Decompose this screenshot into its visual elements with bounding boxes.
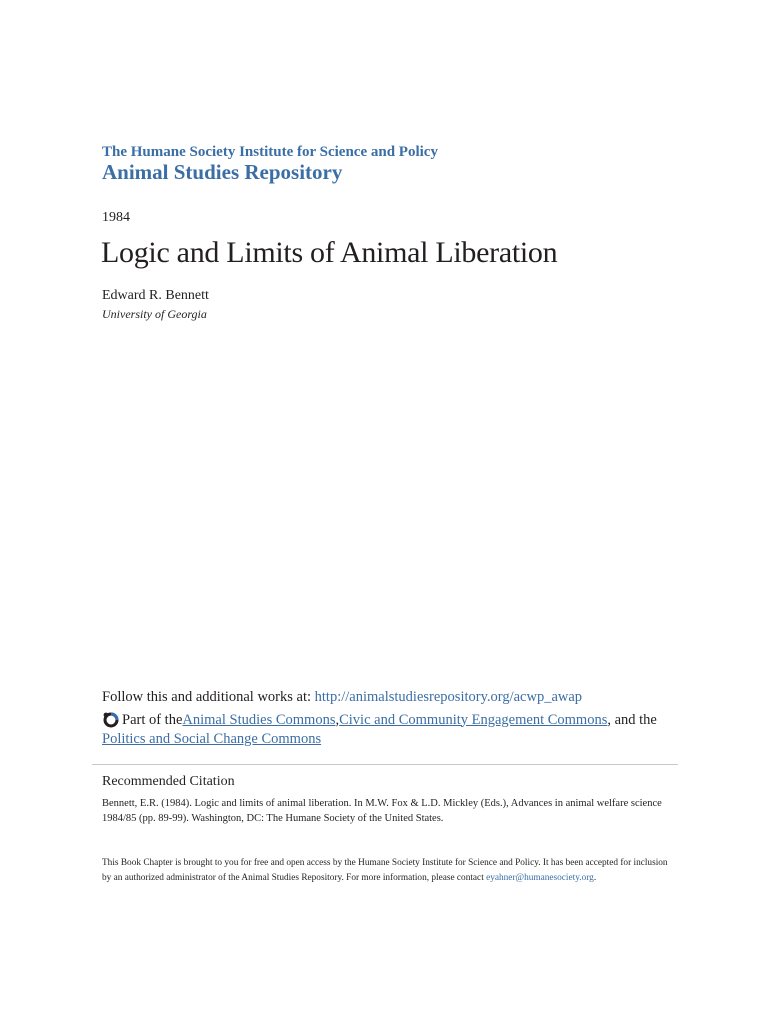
author-affiliation: University of Georgia <box>102 307 207 321</box>
access-line-2-prefix: by an authorized administrator of the Animal Studies Repository. For more information, please contact <box>102 873 487 883</box>
separator-text: , <box>335 711 340 728</box>
document-title: Logic and Limits of Animal Liberation <box>101 236 558 269</box>
part-of-prefix: Part of the <box>122 711 183 728</box>
animal-studies-commons-link[interactable]: Animal Studies Commons <box>182 711 336 728</box>
part-of-line <box>102 711 657 729</box>
bepress-network-icon <box>102 711 120 729</box>
part-of-line-2 <box>102 731 321 748</box>
repository-name[interactable]: Animal Studies Repository <box>102 160 343 184</box>
citation-line-2: 1984/85 (pp. 89-99). Washington, DC: The Humane Society of the United States. <box>102 813 444 824</box>
recommended-citation-heading: Recommended Citation <box>102 774 235 789</box>
follow-prefix: Follow this and additional works at: <box>102 689 315 705</box>
recommended-citation-text <box>102 796 662 826</box>
contact-email-link[interactable]: eyahner@humanesociety.org <box>486 873 594 883</box>
citation-line-1: Bennett, E.R. (1984). Logic and limits of animal liberation. In M.W. Fox & L.D. Mickley (Eds.), Advances in animal welfare science <box>102 798 662 809</box>
access-line-2-suffix: . <box>593 873 597 883</box>
follow-url-link[interactable]: http://animalstudiesrepository.org/acwp_awap <box>314 689 583 705</box>
access-line-2 <box>102 871 672 886</box>
access-line-1: This Book Chapter is brought to you for free and open access by the Humane Society Institute for Science and Policy. It has been accepted for inclusion <box>102 858 668 868</box>
publication-year: 1984 <box>102 210 130 225</box>
author-name: Edward R. Bennett <box>102 288 209 303</box>
organization-name: The Humane Society Institute for Science and Policy <box>102 144 438 160</box>
civic-engagement-commons-link[interactable]: Civic and Community Engagement Commons <box>339 711 608 728</box>
divider <box>92 764 678 765</box>
politics-social-change-commons-link[interactable]: Politics and Social Change Commons <box>102 731 322 747</box>
access-statement <box>102 856 672 886</box>
follow-line <box>102 689 582 706</box>
and-the-text: , and the <box>607 711 657 728</box>
